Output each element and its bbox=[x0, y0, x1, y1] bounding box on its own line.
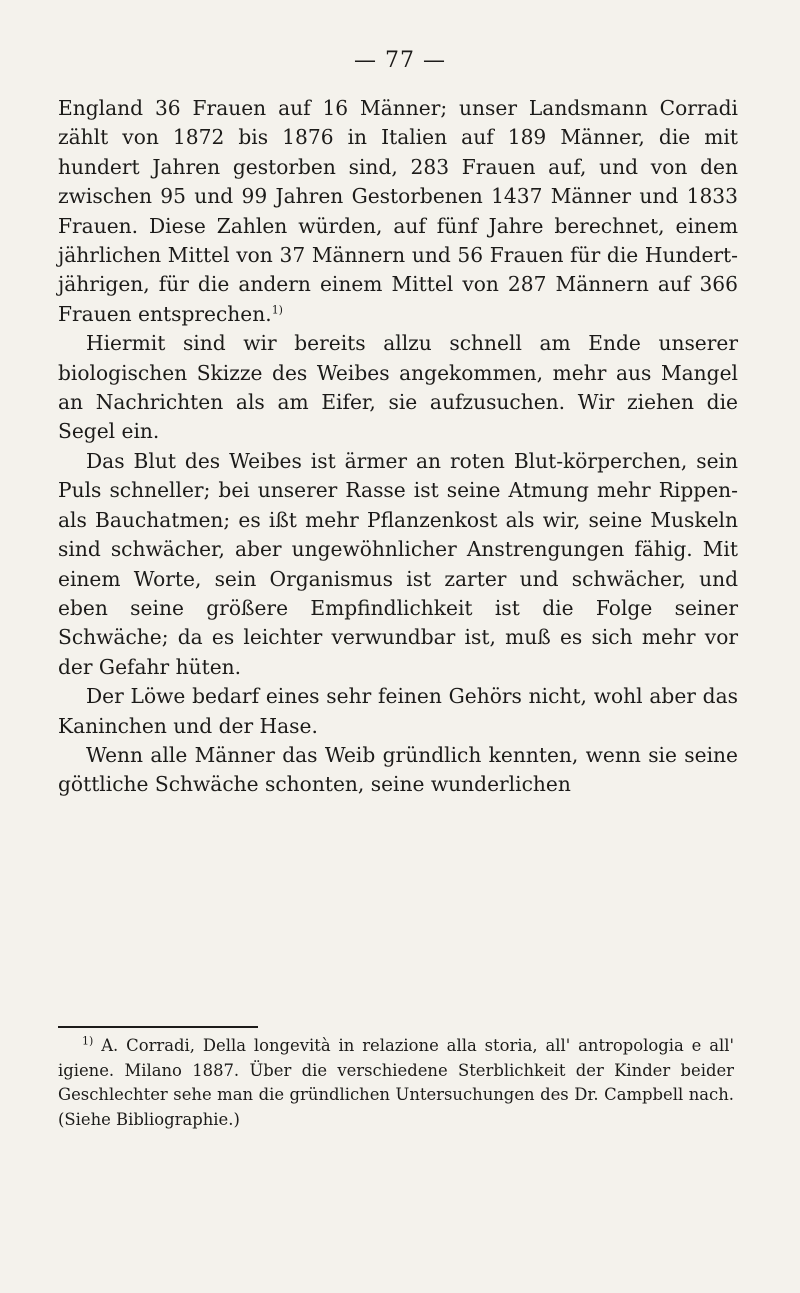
paragraph-1-text: England 36 Frauen auf 16 Männer; unser Landsmann Corradi zählt von 1872 bis 1876 in Italien auf 189 Männer, die mit hundert Jahren gestorben sind, 283 Frauen auf, und von den zwischen 95 und 99 Jahren Gestorbenen 1437 Männer und 1833 Frauen. Diese Zahlen würden, auf fünf Jahre berechnet, einem jährlichen Mittel von 37 Männern und 56 Frauen für die Hundert-jährigen, für die andern einem Mittel von 287 Männern auf 366 Frauen entsprechen. bbox=[58, 96, 738, 326]
footnote-divider bbox=[58, 1026, 258, 1028]
page-number: — 77 — bbox=[354, 48, 446, 73]
paragraph-3: Das Blut des Weibes ist ärmer an roten Blut-körperchen, sein Puls schneller; bei unserer Rasse ist seine Atmung mehr Rippen- als Bauchatmen; es ißt mehr Pflanzenkost als wir, seine Muskeln sind schwächer, aber ungewöhnlicher Anstrengungen fähig. Mit einem Worte, sein Organismus ist zarter und schwächer, und eben seine größere Empfindlichkeit ist die Folge seiner Schwäche; da es leichter verwundbar ist, muß es sich mehr vor der Gefahr hüten. bbox=[58, 448, 738, 679]
footnote-marker: 1) bbox=[82, 1034, 94, 1048]
paragraph-5: Wenn alle Männer das Weib gründlich kennten, wenn sie seine göttliche Schwäche schonten, seine wunderlichen bbox=[58, 742, 738, 797]
footnote-text: A. Corradi, Della longevità in relazione alla storia, all' antropologia e all' igiene. Milano 1887. Über die verschiedene Sterblichkeit der Kinder beider Geschlechter sehe man die gründlichen Untersuchungen des Dr. Campbell nach. (Siehe Bibliographie.) bbox=[58, 1036, 735, 1129]
paragraph-2: Hiermit sind wir bereits allzu schnell am Ende unserer biologischen Skizze des Weibes angekommen, mehr aus Mangel an Nachrichten als am Eifer, sie aufzusuchen. Wir ziehen die Segel ein. bbox=[58, 331, 738, 444]
paragraph-4: Der Löwe bedarf eines sehr feinen Gehörs nicht, wohl aber das Kaninchen und der Hase. bbox=[58, 684, 738, 738]
footnote bbox=[58, 1034, 734, 1132]
footnote-reference: 1) bbox=[271, 303, 283, 317]
main-text bbox=[58, 94, 738, 800]
paragraph-1 bbox=[58, 94, 738, 329]
